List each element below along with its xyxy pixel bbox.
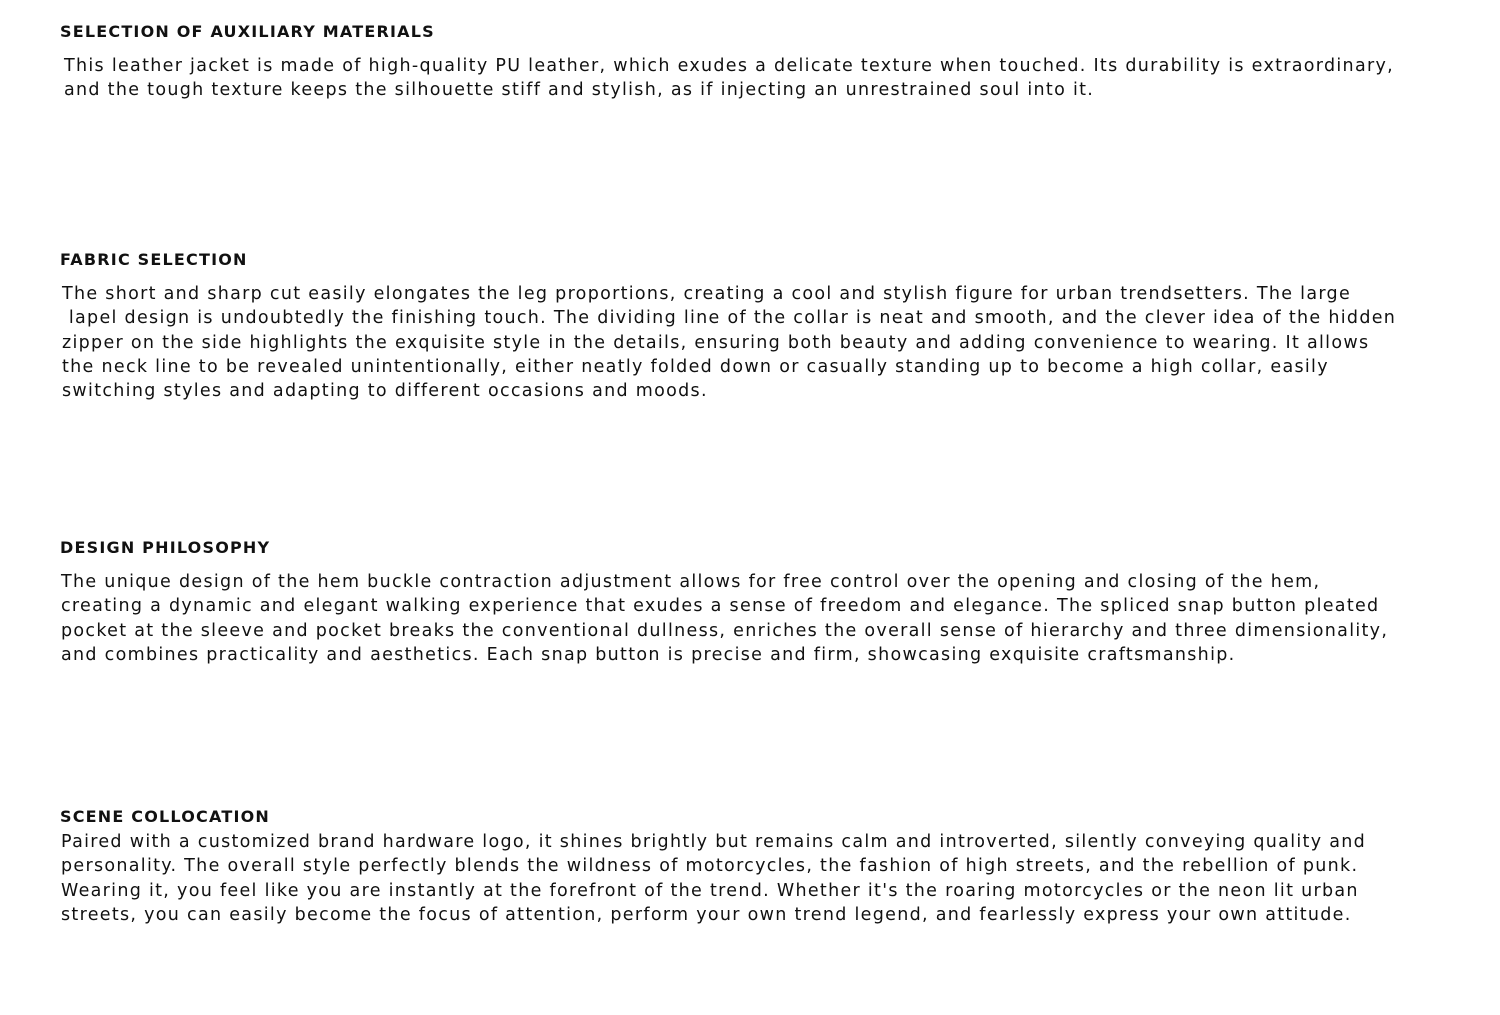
body-line: pocket at the sleeve and pocket breaks the conventional dullness, enriches the overall sense of hierarchy and three dimensionality, xyxy=(61,620,1389,641)
body-line: lapel design is undoubtedly the finishing touch. The dividing line of the collar is neat and smooth, and the clever idea of the hidden xyxy=(62,308,1397,329)
section-body xyxy=(60,830,1485,927)
section-design-philosophy xyxy=(60,537,1485,667)
body-line: creating a dynamic and elegant walking experience that exudes a sense of freedom and elegance. The spliced snap button pleated xyxy=(61,596,1380,617)
section-scene-collocation xyxy=(60,806,1485,927)
body-line: The unique design of the hem buckle contraction adjustment allows for free control over the opening and closing of the hem, xyxy=(61,572,1321,592)
section-heading: DESIGN PHILOSOPHY xyxy=(60,538,271,557)
body-line: the neck line to be revealed unintentionally, either neatly folded down or casually standing up to become a high collar, easily xyxy=(62,356,1329,377)
section-heading: FABRIC SELECTION xyxy=(60,250,248,269)
body-line: This leather jacket is made of high-quality PU leather, which exudes a delicate texture when touched. Its durability is extraordinary, xyxy=(64,56,1394,76)
section-heading: SELECTION OF AUXILIARY MATERIALS xyxy=(60,22,435,41)
body-line: and the tough texture keeps the silhouette stiff and stylish, as if injecting an unrestrained soul into it. xyxy=(64,80,1095,101)
body-line: switching styles and adapting to different occasions and moods. xyxy=(62,381,708,402)
section-auxiliary-materials xyxy=(60,21,1485,103)
body-line: Wearing it, you feel like you are instantly at the forefront of the trend. Whether it's the roaring motorcycles or the neon lit urban xyxy=(61,880,1359,901)
body-line: zipper on the side highlights the exquisite style in the details, ensuring both beauty and adding convenience to wearing. It allows xyxy=(62,332,1370,353)
section-body xyxy=(60,570,1485,667)
body-line: streets, you can easily become the focus of attention, perform your own trend legend, and fearlessly express your own attitude. xyxy=(61,904,1352,925)
section-body xyxy=(60,54,1485,103)
body-line: and combines practicality and aesthetics. Each snap button is precise and firm, showcasing exquisite craftsmanship. xyxy=(61,644,1236,665)
section-heading: SCENE COLLOCATION xyxy=(60,807,270,826)
body-line: The short and sharp cut easily elongates the leg proportions, creating a cool and stylish figure for urban trendsetters. The large xyxy=(62,284,1352,304)
section-fabric-selection xyxy=(60,249,1485,403)
section-body xyxy=(60,282,1485,403)
body-line: Paired with a customized brand hardware logo, it shines brightly but remains calm and introverted, silently conveying quality and xyxy=(61,832,1367,852)
body-line: personality. The overall style perfectly blends the wildness of motorcycles, the fashion of high streets, and the rebellion of punk. xyxy=(61,856,1359,877)
